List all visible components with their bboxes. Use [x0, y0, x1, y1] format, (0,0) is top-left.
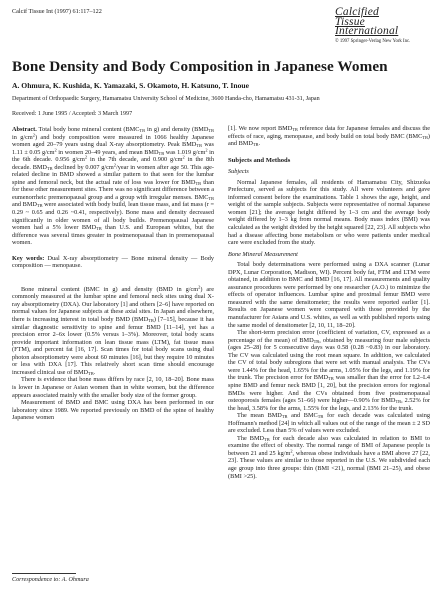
author-list: A. Ohmura, K. Kushida, K. Yamazaki, S. Okamoto, H. Katsuno, T. Inoue: [12, 81, 249, 90]
correspondence-footnote: Correspondence to: A. Ohmura: [12, 577, 89, 583]
keywords-label: Key words:: [12, 254, 45, 262]
right-column: [228, 125, 430, 480]
journal-masthead: [335, 8, 431, 44]
received-accepted-dates: Received: 1 June 1995 / Accepted: 3 March 1997: [12, 111, 133, 117]
affiliation: Department of Orthopaedic Surgery, Hamamatsu University School of Medicine, 3600 Handa-cho, Hamamatsu 431-31, Japan: [12, 96, 320, 102]
heading-bone-mineral-measurement: Bone Mineral Measurement: [228, 250, 298, 258]
measurement-paragraph-2: The short-term precision error (coefficient of variation, CV, expressed as a percentage of the mean) of $BMD_{TB}$, obtained by measuring four male subjects (ages 25–28) for 5 consecutive days was 0.58 (0.28 ~0.83) in our laboratory. The CV was calculated using the root mean square. In addition, we calculated the CV of total body subregions that were set with manual analysis. The CVs were 1.44% for the head, 1.65% for the arms, 1.05% for the legs, and 1.19% for the trunk. The precision error for $BMD_{TB}$ was smaller than the error for L2–L4 spine BMD and femur neck BMD [1, 20], but the precision errors for regional BMDs were higher. And the CVs obtained from five postmenopausal osteoporosis females (ages 51–66) were higher—0.90% for $BMD_{TB}$, 2.52% for the head, 3.58% for the arms, 1.55% for the legs, and 2.13% for the trunk.: [228, 329, 431, 412]
intro-paragraph-2: There is evidence that bone mass differs by race [2, 10, 18–20]. Bone mass is lower in Japanese or Asian women than in white women, but the difference appears associated mainly with the smaller body size of the former group.: [12, 376, 214, 399]
measurement-paragraph-1: Total body determinations were performed using a DXA scanner (Lunar DPX, Lunar Corporation, Madison, WI). Percent body fat, FTM and LTM were obtained, in addition to BMC and BMD [16, 17]. All measurements and quality assurance procedures were performed by one researcher (A.O.) to minimize the effects of operator influences. Lumbar spine and proximal femur BMD were measured with the same densitometer; the results were reported earlier [1]. Results on Japanese women were compared with those provided by the manufacturer for Asians and U.S. whites, as well as with published reports using the same model of densitometer [2, 10, 11, 18–20].: [228, 261, 430, 329]
left-column: [12, 126, 214, 422]
logo-line-3: International: [335, 25, 399, 37]
heading-subjects: Subjects: [228, 168, 249, 176]
abstract-text-start: Total body bone mineral content (BMC: [36, 126, 140, 133]
keywords-text: Dual X-ray absorptiometry — Bone mineral density — Body composition — menopause.: [12, 254, 214, 270]
running-head: Calcif Tissue Int (1997) 61:117–122: [12, 8, 102, 15]
footnote-rule: [12, 573, 76, 574]
measurement-paragraph-3: The mean $BMD_{TB}$ and $BMC_{TB}$ for each decade was calculated using Hoffmann's method [24] in which all values out of the range of the mean ± 2 SD are excluded. Less than 5% of values were excluded.: [228, 412, 430, 435]
subjects-paragraph: Normal Japanese females, all residents of Hamamatsu City, Shizuoka Prefecture, served as subjects for this study. All were volunteers and gave informed consent before the examinations. Table 1 shows the age, height, and weight of the sample subjects. Subjects were representative of normal Japanese women [21]; the average height differed by 1–3 cm and the average body weight differed by 1–3 kg from normal means. Body mass index (BMI) was calculated as the weight divided by the height squared [22, 23]. All subjects who had a disease affecting bone metabolism or who were patients under medical care were excluded from the study.: [228, 178, 430, 247]
logo-line-2: Tissue: [335, 15, 365, 28]
article-title: Bone Density and Body Composition in Japanese Women: [12, 58, 388, 75]
intro-paragraph-1: Bone mineral content (BMC in g) and density (BMD in $g/cm^2$) are commonly measured at the lumbar spine and femoral neck sites using dual X-ray absorptiometry (DXA). Our laboratory [1] and others [2–6] have reported on normal values for Japanese subjects at these axial sites. In Japan and elsewhere, there is increasing interest in total body BMD $(BMD_{TB})$ [7–15], because it has similar diagnostic sensitivity to spine and femur BMD [11–14], yet has a precision error 2–6x lower (0.5% versus 1–3%). Moreover, total body scans provide important information on lean tissue mass (LTM), fat tissue mass (FTM), and percent fat [16, 17]. Scan times for total body scans using dual photon absorptiometry were about 60 minutes [16], but they require 10 minutes or less with DXA [17]. This relatively short scan time should encourage increased clinical use of $BMD_{TB}$.: [12, 284, 214, 376]
measurement-paragraph-4: The $BMD_{TB}$ for each decade also was calculated in relation to BMI to examine the effect of obesity. The normal range of BMI of Japanese people is between 21 and 25 $kg/m^2$, whereas obese individuals have a BMI above 27 [22, 23]. These values are similar to those reported in the U.S. We subdivided each age group into three groups: thin (BMI <21), normal (BMI 21–25), and obese (BMI >25).: [228, 434, 430, 480]
abstract-label: Abstract.: [12, 126, 37, 133]
intro-paragraph-continued: [1]. We now report $BMD_{TB}$ reference data for Japanese females and discuss the effects of race, aging, menopause, and body build on total body BMC $(BMC_{TB})$ and $BMD_{TB}$.: [228, 125, 430, 148]
abstract: Abstract. Total body bone mineral content ($BMC_{TB}$ in g) and density ($BMD_{TB}$ in $g/cm^2$) and body composition were measured in 1066 healthy Japanese women aged 20–79 years using dual X-ray absorptiometry. Peak $BMD_{TB}$ was 1.11 ± 0.05 $g/cm^2$ in women 20–49 years, and mean $BMD_{TB}$ was 1.019 $g/cm^2$ in the 6th decade. 0.956 $g/cm^2$ in the 7th decade, and 0.900 $g/cm^2$ in the 8th decade. $BMD_{TB}$ declined by 0.007 $g/cm^2$/year in women after age 50. This age-related decline in BMD showed a similar pattern to that seen for the lumbar spine and femoral neck, but the actual rate of loss was lower for $BMD_{TB}$ than for these other measurement sites. There was no significant difference between a eumenorrheic premenopausal group and a group with irregular menses. $BMC_{TB}$ and $BMD_{TB}$ were associated with body build, lean tissue mass, and fat mass (r = 0.29 ~ 0.65 and 0.26 ~0.41, respectively). Bone mass and density decreased significantly in older women of all body builds. Premenopausal Japanese women had a 5% lower $BMD_{TB}$ than U.S. and European whites, but the difference was several times greater in postmenopausal than in premenopausal women.: [12, 126, 215, 247]
intro-paragraph-3: Measurement of BMD and BMC using DXA has been performed in our laboratory since 1989. We reported previously on BMD of the spine of healthy Japanese women: [12, 399, 214, 422]
logo-line-1: Calcified: [335, 6, 379, 18]
copyright-notice: © 1997 Springer-Verlag New York Inc.: [335, 38, 411, 44]
heading-subjects-and-methods: Subjects and Methods: [228, 156, 291, 164]
keywords: [12, 255, 214, 270]
journal-logo: [335, 8, 431, 37]
